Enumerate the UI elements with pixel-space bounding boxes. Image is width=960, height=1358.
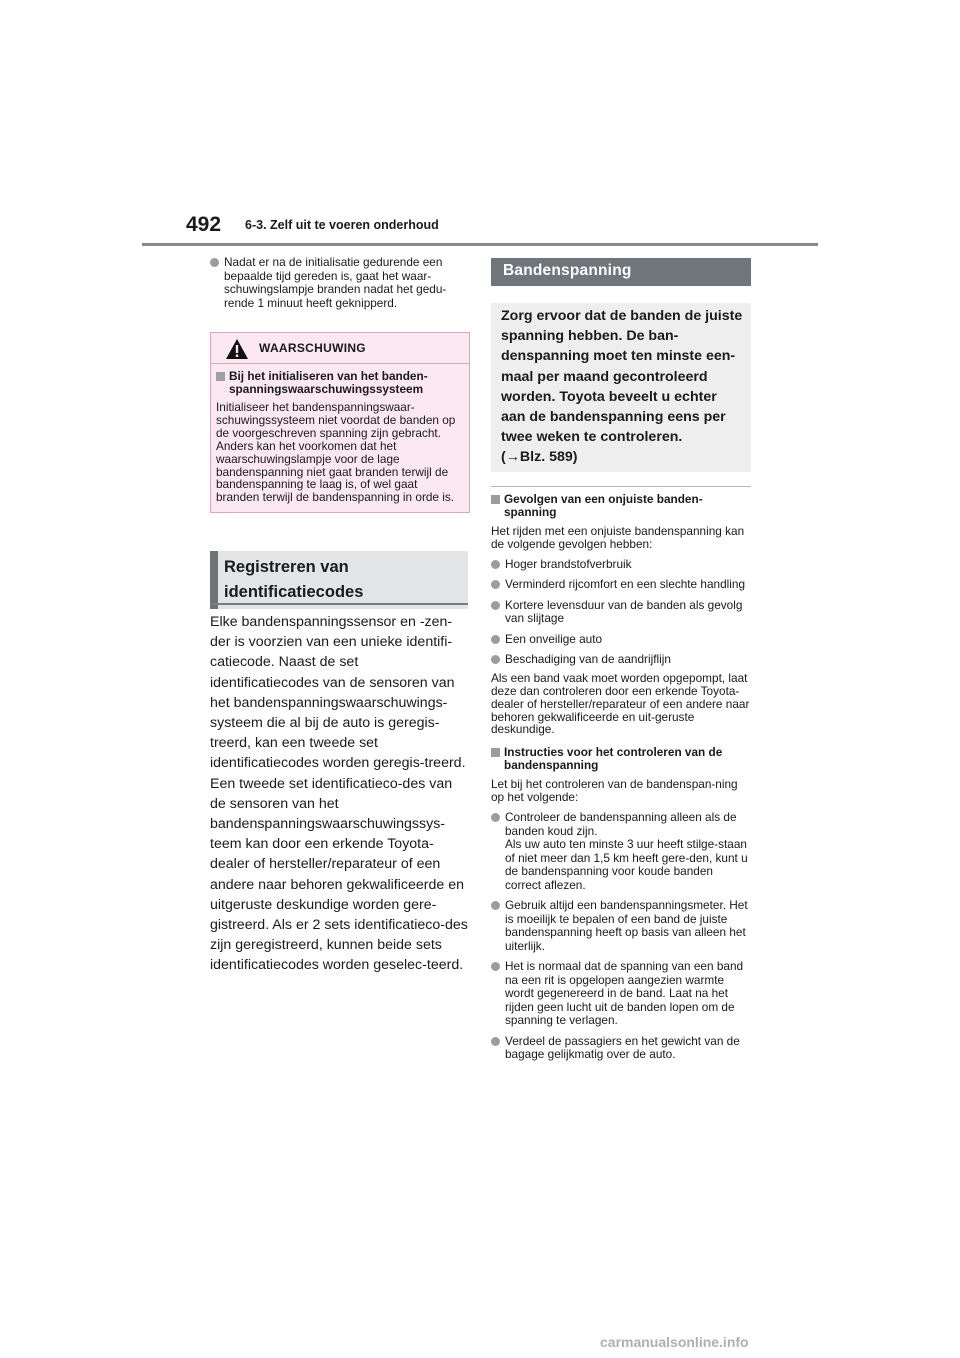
bullet-icon <box>491 813 500 822</box>
list-item <box>491 899 751 953</box>
tire-pressure-heading-text: Bandenspanning <box>503 262 632 279</box>
consequences-section <box>491 493 751 1062</box>
register-heading <box>210 551 468 609</box>
consequences-list <box>491 558 751 667</box>
list-item-text: Het is normaal dat de spanning van een band na een rit is opgelopen aangezien warmte wordt gegenereerd in de band. Laat na het rijden geen lucht uit de banden lopen om de spanning te verlagen. <box>505 959 744 1028</box>
register-heading-rule <box>210 603 468 605</box>
list-item-text: Controleer de bandenspanning alleen als de banden koud zijn. Als uw auto ten minste 3 uur heeft stilge-staan of niet meer dan 1,5 km heeft gere-den, kunt u de bandenspanning voor koude banden correct aflezen. <box>505 810 748 892</box>
list-item <box>491 633 751 647</box>
bullet-icon <box>491 601 500 610</box>
consequences-heading-text: Gevolgen van een onjuiste banden-spanning <box>504 492 703 519</box>
bullet-icon <box>491 580 500 589</box>
list-item-text: Gebruik altijd een bandenspanningsmeter. Het is moeilijk te bepalen of een band de juiste bandenspanning heeft op basis van alleen het uiterlijk. <box>505 898 748 953</box>
square-bullet-icon <box>491 495 500 504</box>
list-item-text: Verdeel de passagiers en het gewicht van de bagage gelijkmatig over de auto. <box>505 1033 740 1062</box>
warning-header <box>211 333 469 364</box>
list-item-text: Een onveilige auto <box>505 631 603 646</box>
register-text: Elke bandenspanningssensor en -zen-der is voorzien van een unieke identifi-catiecode. Naast de set identificatiecodes van de sensoren van het bandenspanningswaarschuwings-systeem die al bij de auto is geregis-treerd, kan een tweede set identificatiecodes worden geregis-treerd. Een tweede set identificatieco-des van de sensoren van het bandenspanningswaarschuwingssys-teem kan door een erkende Toyota-dealer of hersteller/reparateur of een andere naar behoren gekwalificeerde en uitgeruste deskundige worden gere-gistreerd. Als er 2 sets identificatieco-des zijn geregistreerd, kunnen beide sets identificatiecodes worden geselec-teerd. <box>210 614 468 974</box>
consequences-heading <box>491 493 751 519</box>
bullet-icon <box>491 1037 500 1046</box>
list-item <box>491 599 751 626</box>
list-item <box>491 653 751 667</box>
warning-heading <box>216 370 463 396</box>
list-item-text: Beschadiging van de aandrijflijn <box>505 652 671 667</box>
list-item-text: Verminderd rijcomfort en een slechte handling <box>505 577 746 592</box>
square-bullet-icon <box>216 372 225 381</box>
warning-body <box>211 364 469 512</box>
list-item <box>491 960 751 1028</box>
warning-box <box>210 332 470 513</box>
note-body: Zorg ervoor dat de banden de juiste spanning hebben. De ban-denspanning moet ten minste een-maal per maand gecontroleerd worden. Toyota beveelt u echter aan de bandenspanning eens per twee weken te controleren. <box>501 308 743 446</box>
list-item-text: Hoger brandstofverbruik <box>505 556 632 571</box>
bullet-icon <box>491 901 500 910</box>
list-item-text: Kortere levensduur van de banden als gevolg van slijtage <box>505 597 743 626</box>
warning-triangle-icon <box>225 338 249 360</box>
bullet-icon <box>210 258 219 267</box>
instructions-heading <box>491 746 751 772</box>
intro-bullet <box>210 256 470 310</box>
page-number: 492 <box>186 213 222 236</box>
divider <box>491 486 751 487</box>
register-heading-text: Registreren van identificatiecodes <box>224 558 364 601</box>
tire-pressure-heading <box>491 258 751 286</box>
note-box <box>491 303 751 472</box>
bullet-icon <box>491 655 500 664</box>
section-title: 6-3. Zelf uit te voeren onderhoud <box>245 218 439 232</box>
bullet-icon <box>491 962 500 971</box>
page-reference-link[interactable]: (→Blz. 589) <box>501 449 578 466</box>
instructions-list <box>491 811 751 1062</box>
consequences-intro: Het rijden met een onjuiste bandenspanning kan de volgende gevolgen hebben: <box>491 524 745 551</box>
list-item <box>491 1035 751 1062</box>
note-text <box>491 303 751 472</box>
warning-text: Initialiseer het bandenspanningswaar-schuwingssysteem niet voordat de banden op de voorgeschreven spanning zijn gebracht. Anders kan het voorkomen dat het waarschuwingslampje voor de lage bandenspanning niet gaat branden terwijl de bandenspanning te laag is, of wel gaat branden terwijl de bandenspanning in orde is. <box>216 400 456 505</box>
square-bullet-icon <box>491 748 500 757</box>
list-item <box>491 558 751 572</box>
bullet-icon <box>491 635 500 644</box>
instructions-intro: Let bij het controleren van de bandenspan-ning op het volgende: <box>491 777 738 805</box>
list-item <box>491 811 751 892</box>
warning-heading-text: Bij het initialiseren van het banden-spanningswaarschuwingssysteem <box>229 369 428 396</box>
warning-title: WAARSCHUWING <box>259 341 366 355</box>
instructions-heading-text: Instructies voor het controleren van de bandenspanning <box>504 745 723 773</box>
consequences-outro: Als een band vaak moet worden opgepompt, laat deze dan controleren door een erkende Toyota-dealer of hersteller/reparateur of een andere naar behoren gekwalificeerde en uit-geruste deskundige. <box>491 670 750 737</box>
bullet-icon <box>491 560 500 569</box>
intro-bullet-text: Nadat er na de initialisatie gedurende een bepaalde tijd gereden is, gaat het waar-schuwingslampje branden nadat het gedu-rende 1 minuut heeft geknipperd. <box>224 255 447 310</box>
header-rule <box>142 243 818 246</box>
list-item <box>491 578 751 592</box>
watermark: carmanualsonline.info <box>600 1334 749 1350</box>
